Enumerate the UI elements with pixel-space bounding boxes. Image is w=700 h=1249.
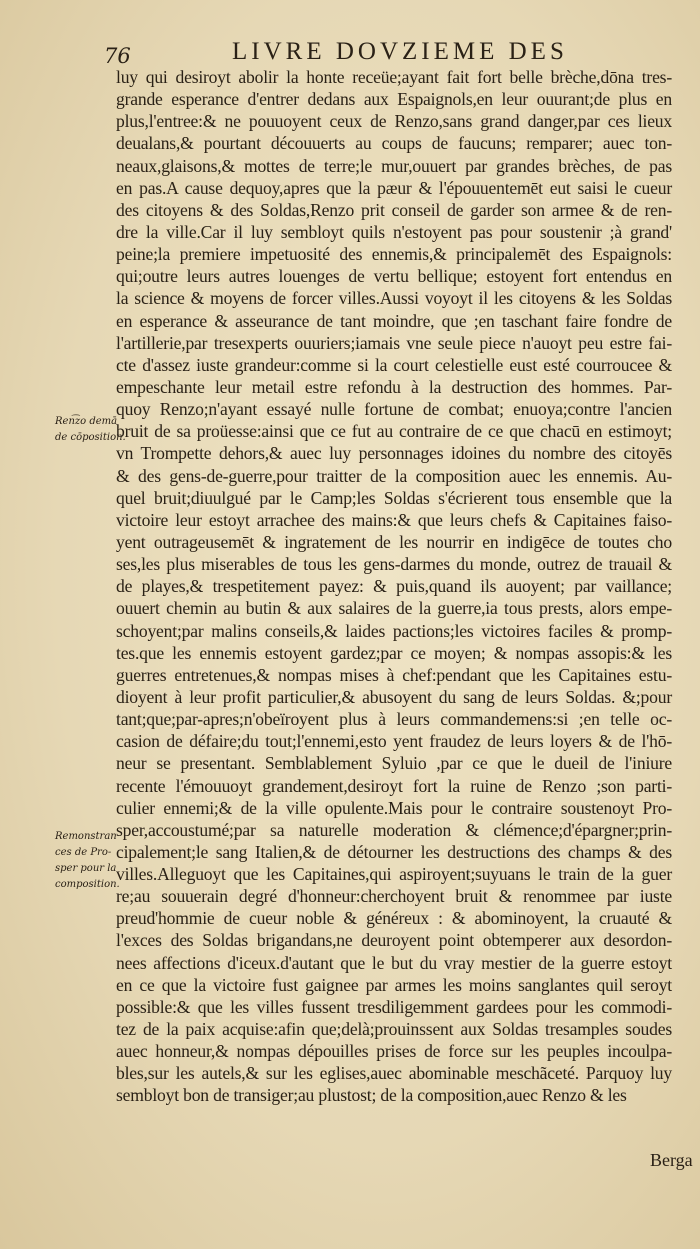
text-line: tes.que les ennemis estoyent gardez;par ce moyen; & nompas assopis:& les — [116, 642, 672, 663]
body-text — [116, 66, 672, 1107]
page-header — [104, 38, 664, 68]
text-line: de playes,& trespetitement payez: & puis,quand ils auoyent; par vaillance; — [116, 576, 672, 597]
margin-note-line: composition. — [55, 879, 120, 890]
text-line: schoyent;par malins conseils,& laides pactions;les victoires faciles & promp- — [116, 620, 672, 641]
text-line: dre la ville.Car il luy sembloyt quils n'estoyent pas pour soustenir ;à grand' — [116, 221, 672, 242]
text-line: quel bruit;diuulgué par le Camp;les Soldas s'écrierent tous ensemble que la — [116, 487, 672, 508]
catchword: Berga — [650, 1150, 693, 1170]
text-line: luy qui desiroyt abolir la honte receüe;ayant fait fort belle brèche,dōna tres- — [116, 67, 672, 87]
text-line: possible:& que les villes fussent tresdiligemment gardees pour les commodi- — [116, 996, 672, 1017]
page-number: 76 — [104, 44, 131, 68]
text-line: guerres entretenues,& nompas mises à chef:pendant que les Capitaines estu- — [116, 664, 672, 685]
text-line: en esperance & asseurance de tant moindre, que ;en taschant faire fondre de — [116, 310, 672, 331]
margin-note-line: sper pour la — [55, 863, 117, 874]
text-line: plus,l'entree:& ne pouuoyent ceux de Renzo,sans grand danger,par ces lieux — [116, 111, 672, 132]
running-head: LIVRE DOVZIEME DES — [232, 38, 568, 65]
text-line: auec honneur,& nompas dépouilles prises de force sur les peuples incoulpa- — [116, 1041, 672, 1062]
margin-note-line: de cōposition. — [55, 432, 126, 443]
text-line: neur se presentant. Semblablement Syluio ,par ce que le dueil de l'iniure — [116, 753, 672, 774]
text-line: dioyent à leur profit particulier,& abusoyent du sang de leurs Soldas. &;pour — [116, 686, 672, 707]
text-line: preud'hommie de cueur noble & généreux : & abominoyent, la cruauté & — [116, 908, 672, 929]
text-line: tez de la paix acquise:afin que;delà;prouinssent aux Soldas tresamples soudes — [116, 1019, 672, 1040]
text-line: ouuert chemin au butin & aux salaires de la guerre,ia tous prests, alors empe- — [116, 598, 672, 619]
text-line: culier ennemi;& de la ville opulente.Mais pour le contraire soustenoyt Pro- — [116, 797, 672, 818]
margin-note — [55, 414, 126, 446]
text-line: tant;que;par-apres;n'obeïroyent plus à leurs commandemens:si ;en telle oc- — [116, 709, 672, 730]
text-line: sper,accoustumé;par sa naturelle moderation & clémence;d'épargner;prin- — [116, 819, 672, 840]
text-line: villes.Alleguoyt que les Capitaines,qui aspiroyent;suyuans le train de la guer — [116, 864, 672, 885]
text-line: nees affections d'iceux.d'autant que le but du vray mestier de la guerre estoyt — [116, 952, 672, 973]
text-line: l'exces des Soldas brigandans,ne deuroyent point obtemperer aux desordon- — [116, 930, 672, 951]
text-line: casion de défaire;du tout;l'ennemi,esto yent fraudez de leurs loyers & de l'hō- — [116, 731, 672, 752]
margin-note-line: Ren͡zo demā — [55, 416, 118, 427]
text-line: bruit de sa proüesse:ainsi que ce fut au contraire de ce que chacū en estimoyt; — [116, 421, 672, 442]
text-line: & des gens-de-guerre,pour traitter de la composition auec les ennemis. Au- — [116, 465, 672, 486]
text-line: yent outrageusemēt & ingratement de les nourrir en indigēce de toutes cho — [116, 531, 672, 552]
text-line: bles,sur les autels,& sur les eglises,auec abominable meschãceté. Parquoy luy — [116, 1063, 672, 1084]
text-line: cipalement;le sang Italien,& de détourner les destructions des champs & des — [116, 841, 672, 862]
text-line: cte d'assez iuste grandeur:comme si la court celestielle eust esté courroucee & — [116, 354, 672, 375]
margin-note-line: Remonstran — [55, 831, 117, 842]
text-line: la science & moyens de forcer villes.Aussi voyoyt il les citoyens & les Soldas — [116, 288, 672, 309]
text-line: sembloyt bon de transiger;au plustost; de la composition,auec Renzo & les — [116, 1085, 627, 1106]
text-line: deualans,& pourtant découuerts au coups de faucuns; remparer; auec ton- — [116, 133, 672, 154]
text-line: quoy Renzo;n'ayant essayé nulle fortune de combat; enuoya;contre l'ancien — [116, 399, 672, 420]
text-line: victoire leur estoyt arrachee des mains:& que leurs chefs & Capitaines faiso- — [116, 509, 672, 530]
text-line: en ce que la victoire fust gaignee par armes les moins sanglantes quil seroyt — [116, 974, 672, 995]
margin-note-line: ces de Pro- — [55, 847, 112, 858]
text-line: re;au souuerain degré d'honneur:cherchoyent bruit & renommee par iuste — [116, 886, 672, 907]
text-line: ses,les plus miserables de tous les gens-darmes du monde, outrez de trauail & — [116, 554, 672, 575]
text-line: peine;la premiere impetuosité des ennemis,& principalemēt des Espaignols: — [116, 244, 672, 265]
text-line: vn Trompette dehors,& auec luy personnages idoines du nombre des citoyēs — [116, 443, 672, 464]
text-line: recente l'émouuoyt grandement,desiroyt fort la ruine de Renzo ;son parti- — [116, 775, 672, 796]
text-line: grande esperance d'entrer dedans aux Espaignols,en leur ouurant;de plus en — [116, 89, 672, 110]
text-line: l'artillerie,par tresexperts ouuriers;iamais vne seule piece n'auoyt peu estre fai- — [116, 332, 672, 353]
text-line: qui;outre leurs autres louenges de vertu bellique; estoyent fort entendus en — [116, 266, 672, 287]
text-line: neaux,glaisons,& mottes de terre;le mur,ouuert par grandes brèches, de pas — [116, 155, 672, 176]
margin-note — [55, 829, 120, 893]
text-line: empeschante leur metail estre refondu à la destruction des hommes. Par- — [116, 376, 672, 397]
text-line: en pas.A cause dequoy,apres que la pæur & l'épouuentemēt eut saisi le cueur — [116, 177, 672, 198]
text-line: des citoyens & des Soldas,Renzo prit conseil de garder son armee & de ren- — [116, 199, 672, 220]
